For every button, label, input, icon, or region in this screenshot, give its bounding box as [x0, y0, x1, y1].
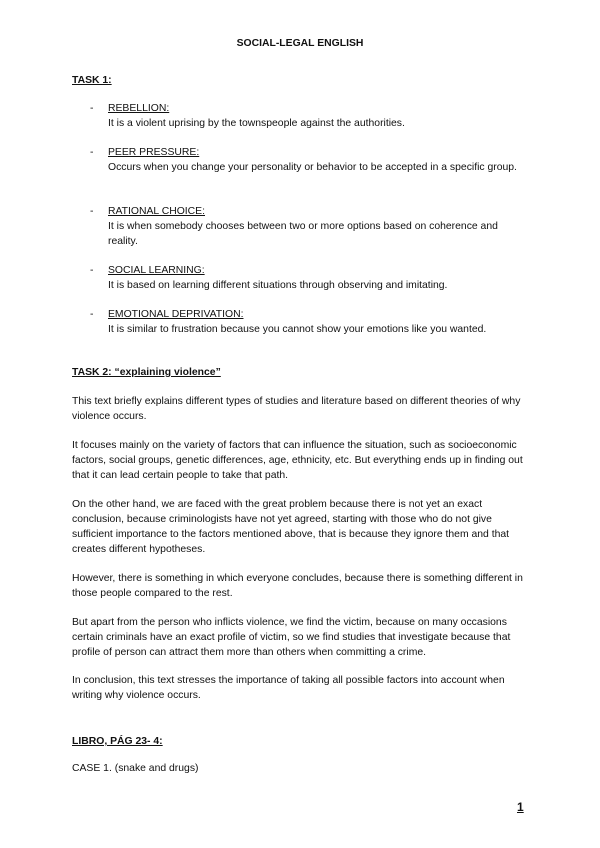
- term-label: RATIONAL CHOICE:: [108, 206, 205, 217]
- term-definition: Occurs when you change your personality or behavior to be accepted in a specific group.: [108, 162, 517, 173]
- term-definition: It is based on learning different situations through observing and imitating.: [108, 280, 448, 291]
- task2-paragraph: But apart from the person who inflicts violence, we find the victim, because on many occasions certain criminals have an exact profile of victim, so we find studies that investigate because that profile of person can attract them more than others when committing a crime.: [72, 617, 511, 658]
- term-label: REBELLION:: [108, 103, 170, 114]
- document-title: SOCIAL-LEGAL ENGLISH: [236, 38, 364, 49]
- term-definition: It is when somebody chooses between two or more options based on coherence and reality.: [108, 221, 498, 247]
- task2-paragraph: On the other hand, we are faced with the great problem because there is not yet an exact conclusion, because criminologists have not yet agreed, starting with those who do not give sufficient importance to the factors mentioned above, that is because they ignore them and that creates different hypotheses.: [72, 499, 510, 555]
- term-definition: It is similar to frustration because you cannot show your emotions like you wanted.: [108, 324, 487, 335]
- task2-paragraph: It focuses mainly on the variety of factors that can influence the situation, such as socioeconomic factors, social groups, genetic differences, age, ethnicity, etc. But everything ends up in finding out that it can lead certain people to take that path.: [72, 440, 523, 481]
- term-definition: It is a violent uprising by the townspeople against the authorities.: [108, 118, 405, 129]
- task2-paragraph: However, there is something in which everyone concludes, because there is something different in those people compared to the rest.: [72, 573, 523, 599]
- libro-heading: LIBRO, PÁG 23- 4:: [72, 736, 163, 747]
- bullet-dash: -: [90, 265, 94, 276]
- term-label: EMOTIONAL DEPRIVATION:: [108, 309, 244, 320]
- bullet-dash: -: [90, 103, 94, 114]
- term-label: SOCIAL LEARNING:: [108, 265, 205, 276]
- task2-paragraph: In conclusion, this text stresses the importance of taking all possible factors into account when writing why violence occurs.: [72, 675, 505, 701]
- page-number: 1: [517, 800, 524, 814]
- bullet-dash: -: [90, 147, 94, 158]
- case-line: CASE 1. (snake and drugs): [72, 763, 199, 774]
- task1-heading: TASK 1:: [72, 75, 112, 86]
- bullet-dash: -: [90, 309, 94, 320]
- task2-heading: TASK 2: “explaining violence”: [72, 367, 221, 378]
- bullet-dash: -: [90, 206, 94, 217]
- task2-paragraph: This text briefly explains different types of studies and literature based on different theories of why violence occurs.: [72, 396, 521, 422]
- term-label: PEER PRESSURE:: [108, 147, 200, 158]
